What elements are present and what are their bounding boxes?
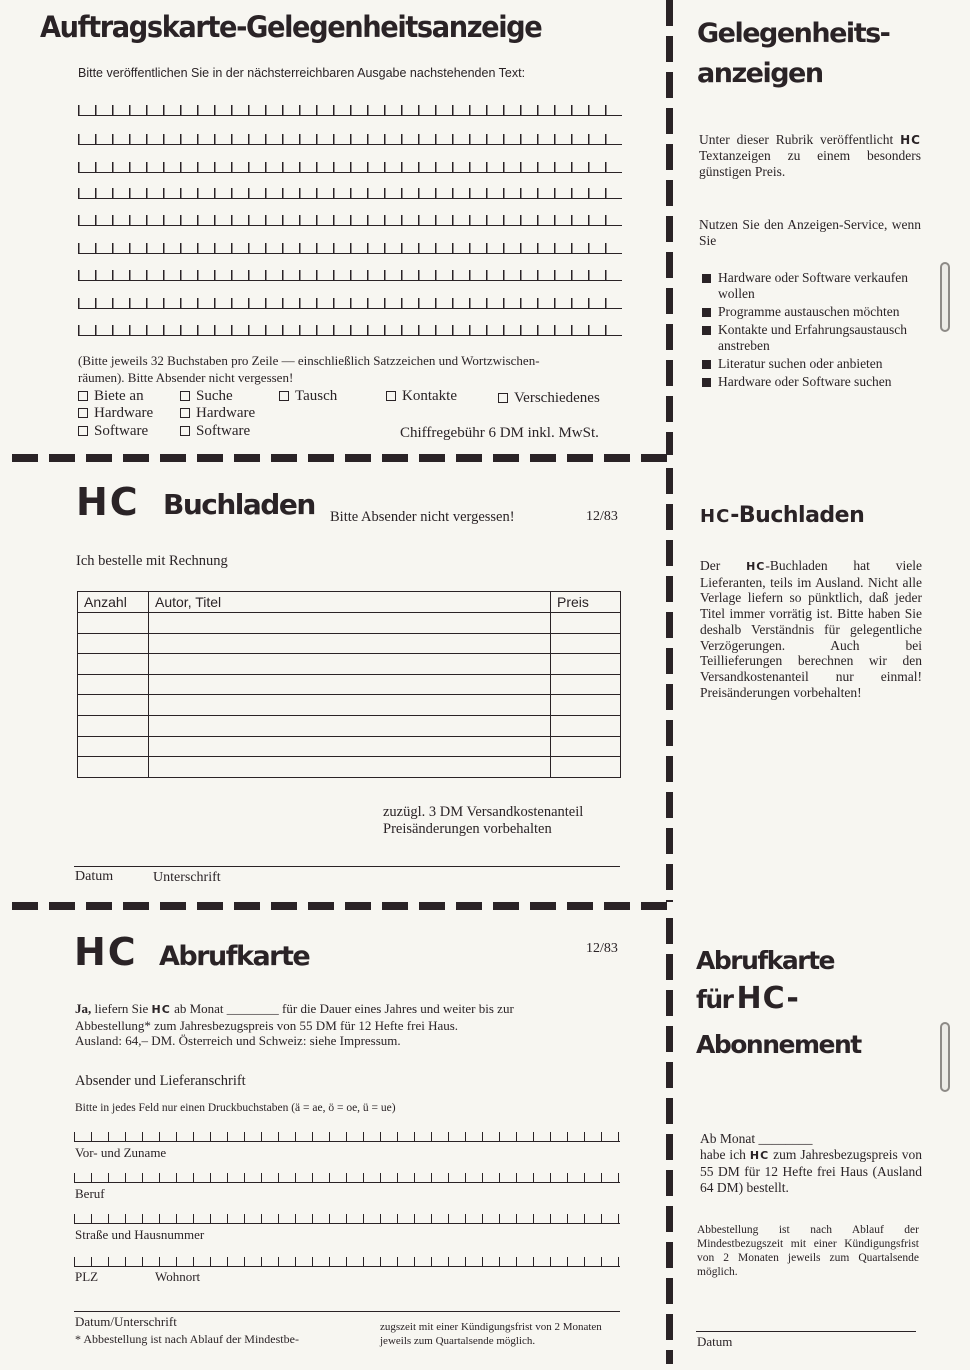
ad-text-row[interactable] [78,267,622,281]
sidebar1-nutzen: Nutzen Sie den Anzeigen-Service, wenn Sie [699,217,921,248]
section2-reminder: Bitte Absender nicht vergessen! [330,509,515,525]
page-tab [940,1022,950,1092]
category-suche[interactable]: Suche [180,388,233,405]
table-row[interactable] [78,613,621,634]
datum-unterschrift-label: Datum/Unterschrift [75,1314,177,1329]
ad-text-row[interactable] [78,131,622,145]
page-tab [940,262,950,332]
hc-logo: HC [700,506,731,527]
ad-text-row[interactable] [78,185,622,199]
checkbox-icon[interactable] [78,408,88,418]
bullet-square-icon [702,360,711,369]
order-text: Ich bestelle mit Rechnung [76,553,228,569]
checkbox-icon[interactable] [180,391,190,401]
bullet-square-icon [702,326,711,335]
sidebar1-intro: Unter dieser Rubrik veröffentlicht HC Textanzeigen zu einem besonders günstigen Preis. [699,132,921,179]
section2-issue: 12/83 [586,509,618,524]
hc-logo: HC [746,560,766,573]
list-item: Literatur suchen oder anbieten [702,356,922,372]
hc-logo: HC [76,480,140,524]
checkbox-icon[interactable] [180,408,190,418]
name-field[interactable] [74,1126,620,1142]
category-tausch[interactable]: Tausch [279,388,337,405]
ab-monat[interactable]: Ab Monat ________ [700,1131,813,1146]
sidebar3-title-3: Abonnement [696,1030,861,1059]
ad-text-row[interactable] [78,240,622,254]
street-field-label: Straße und Hausnummer [75,1227,205,1242]
category-hardware-search[interactable]: Hardware [180,405,255,422]
cut-line-2 [12,902,674,910]
sidebar3-title-2: für HC- [696,981,800,1016]
profession-field-label: Beruf [75,1186,105,1201]
table-row[interactable] [78,654,621,675]
unterschrift-label: Unterschrift [153,870,221,885]
chiffre-fee: Chiffregebühr 6 DM inkl. MwSt. [400,425,599,441]
table-header-row [78,592,621,613]
section3-issue: 12/83 [586,941,618,956]
category-kontakte[interactable]: Kontakte [386,388,457,405]
checkbox-icon[interactable] [386,391,396,401]
section2-title: Buchladen [163,488,315,521]
ad-text-row[interactable] [78,322,622,336]
category-software-search[interactable]: Software [180,423,250,440]
footnote-right-2: jeweils zum Quartalsende möglich. [380,1335,536,1347]
section1-title: Auftragskarte-Gelegenheitsanzeige [40,10,542,44]
list-item: Kontakte und Erfahrungsaustausch anstreben [702,322,922,354]
subscription-text: Ja, liefern Sie HC ab Monat ________ für die Dauer eines Jahres und weiter bis zur Abbestellung* zum Jahresbezugspreis von 55 DM für 12 Hefte frei Haus. Ausland: 64,– DM. Österreich und Schweiz: siehe Impressum. [75,1001,514,1048]
footnote-right-1: zugszeit mit einer Kündigungsfrist von 2 Monaten [380,1321,602,1333]
hc-logo: HC [74,930,138,974]
footnote-left: * Abbestellung ist nach Ablauf der Mindestbe- [75,1332,299,1346]
bullet-square-icon [702,378,711,387]
sidebar3-title-1: Abrufkarte [696,946,834,975]
vertical-cut-line-bottom [666,918,673,1364]
city-field[interactable] [74,1251,620,1267]
plz-label: PLZ [75,1269,99,1284]
sidebar1-title-1: Gelegenheits- [697,18,890,49]
address-hint: Bitte in jedes Feld nur einen Druckbuchstaben (ä = ae, ö = oe, ü = ue) [75,1102,396,1114]
hc-logo: HC [900,133,921,147]
table-row[interactable] [78,757,621,778]
table-row[interactable] [78,633,621,654]
name-field-label: Vor- und Zuname [75,1145,167,1160]
shipping-note-2: Preisänderungen vorbehalten [383,821,552,837]
hc-logo: HC- [736,981,800,1016]
sidebar3-cancel-note: Abbestellung ist nach Ablauf der Mindestbezugszeit mit einer Kündigungsfrist von 2 Monaten jeweils zum Quartalsende möglich. [697,1224,919,1278]
list-item: Hardware oder Software verkaufen wollen [702,270,922,302]
table-row[interactable] [78,715,621,736]
shipping-note-1: zuzügl. 3 DM Versandkostenanteil [383,804,584,820]
ad-text-row[interactable] [78,212,622,226]
address-heading: Absender und Lieferanschrift [75,1073,246,1089]
category-biete-an[interactable]: Biete an [78,388,144,405]
ad-text-row[interactable] [78,102,622,116]
datum-label: Datum [75,869,114,884]
checkbox-icon[interactable] [279,391,289,401]
sidebar1-title-2: anzeigen [697,58,823,89]
sidebar2-title: HC-Buchladen [700,503,865,528]
column-preis: Preis [551,592,621,613]
sidebar2-text: Der HC-Buchladen hat viele Lieferanten, teils im Ausland. Nicht alle Verlage liefern so pünktlich, daß jeder Titel immer vorrätig ist. Bitte haben Sie deshalb Verständnis für gelegentliche Verzögerungen. Auch bei Teillieferungen berechnen wir den Versandkostenanteil nur einmal! Preisänderungen vorbehalten! [700,558,922,700]
table-row[interactable] [78,736,621,757]
list-item: Hardware oder Software suchen [702,374,922,390]
column-autor-titel: Autor, Titel [149,592,551,613]
vertical-cut-line-top [666,0,673,455]
table-row[interactable] [78,695,621,716]
checkbox-icon[interactable] [78,426,88,436]
profession-field[interactable] [74,1167,620,1183]
section1-note-2: räumen). Bitte Absender nicht vergessen! [78,370,294,385]
section3-title: Abrufkarte [159,941,310,972]
ad-text-row[interactable] [78,159,622,173]
hc-logo: HC [151,1003,171,1016]
category-verschiedenes[interactable]: Verschiedenes [498,390,600,407]
bullet-square-icon [702,274,711,283]
checkbox-icon[interactable] [180,426,190,436]
table-row[interactable] [78,674,621,695]
checkbox-icon[interactable] [78,391,88,401]
signature-line[interactable] [74,1311,620,1312]
section1-instruction: Bitte veröffentlichen Sie in der nächsterreichbaren Ausgabe nachstehenden Text: [78,66,526,80]
list-item: Programme austauschen möchten [702,304,922,320]
cut-line-1 [12,454,674,462]
order-table [77,591,621,778]
column-anzahl: Anzahl [78,592,149,613]
section1-note-1: (Bitte jeweils 32 Buchstaben pro Zeile — einschließlich Satzzeichen und Wortzwischen- [78,353,540,368]
signature-line[interactable] [696,1331,916,1332]
hc-logo: HC [749,1149,770,1162]
category-software-offer[interactable]: Software [78,423,148,440]
signature-line[interactable] [74,866,620,867]
sidebar3-body: habe ich HC zum Jahresbezugspreis von 55 DM für 12 Hefte frei Haus (Ausland 64 DM) bestellt. [700,1147,922,1195]
sidebar1-bullet-list [702,270,922,392]
wohnort-label: Wohnort [155,1269,201,1284]
bullet-square-icon [702,308,711,317]
category-hardware-offer[interactable]: Hardware [78,405,153,422]
ad-text-row[interactable] [78,295,622,309]
vertical-cut-line-mid [666,468,673,902]
street-field[interactable] [74,1208,620,1224]
checkbox-icon[interactable] [498,393,508,403]
sidebar3-datum: Datum [697,1334,733,1349]
